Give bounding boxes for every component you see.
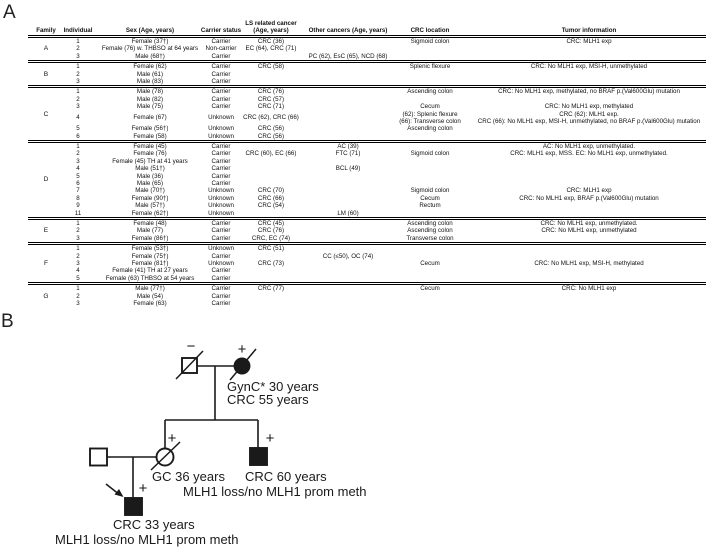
cell-individual: 2: [76, 150, 80, 158]
cell-individual: 1: [76, 63, 80, 71]
cell-carrier: Carrier: [211, 77, 231, 85]
cell-tumor: CRC: No MLH1 exp, MSI-H, methylated: [534, 259, 644, 267]
cell-individual: 3: [76, 299, 80, 307]
cell-sex: Female (45): [133, 143, 167, 151]
cell-location: Splenic flexure: [409, 63, 451, 71]
cell-ls: CRC (76): [257, 227, 285, 235]
cell-individual: 3: [76, 259, 80, 267]
family-label: E: [43, 227, 49, 235]
cell-tumor: CRC: No MLH1 exp, MSI-H, unmethylated: [530, 63, 648, 71]
cell-other: CC (≤50), OC (74): [322, 252, 374, 260]
cell-carrier: Unknown: [208, 187, 234, 195]
cell-line: CRC (66): No MLH1 exp, MSI-H, unmethylated, no BRAF p.(Val600Glu) mutation: [477, 117, 701, 125]
cell-sex: Male (51†): [135, 165, 165, 173]
cell-other: BCL (49): [335, 165, 361, 173]
cell-ls: CRC (77): [257, 285, 285, 293]
gen2-son-carrier-sign: +: [265, 430, 275, 447]
cell-sex: Female (90†): [131, 194, 169, 202]
cell-individual: 5: [76, 274, 80, 282]
cell-sex: Male (70†): [135, 187, 165, 195]
cell-ls: CRC (51): [257, 245, 285, 253]
column-header: CRC location: [410, 27, 450, 34]
cell-ls: CRC (71): [257, 103, 285, 111]
cell-sex: Female (48): [133, 220, 167, 227]
cell-carrier: Carrier: [211, 88, 231, 96]
cell-ls: CRC (36): [257, 38, 285, 45]
cell-sex: Male (65): [136, 180, 164, 188]
cell-sex: Male (68†): [135, 52, 165, 60]
cell-ls: CRC (56): [257, 132, 285, 140]
cell-sex: Male (61): [136, 70, 164, 78]
panel-b-label: B: [1, 311, 14, 332]
cell-sex: Female (86†): [131, 234, 169, 242]
panel-a-label: A: [3, 2, 16, 23]
proband-arrowhead-icon: [115, 489, 124, 497]
cell-individual: 8: [76, 194, 80, 202]
cell-carrier: Unknown: [208, 202, 234, 210]
column-header: Sex (Age, years): [125, 27, 175, 34]
cell-sex: Male (77†): [135, 285, 165, 293]
cell-ls: EC (64), CRC (71): [245, 45, 297, 53]
gen1-mother-label-line2: CRC 55 years: [227, 392, 309, 407]
cell-tumor: CRC: MLH1 exp: [566, 38, 612, 45]
gen2-son-square-affected: [250, 448, 267, 465]
proband-carrier-sign: +: [138, 480, 148, 497]
cell-individual: 1: [76, 285, 80, 293]
family-group: [28, 143, 706, 220]
pedigree-figure: [0, 335, 380, 549]
table-header-row: [28, 20, 706, 38]
cell-tumor: CRC: MLH1 exp, MSS. EC: No MLH1 exp, unmethylated.: [510, 150, 668, 158]
family-label: G: [43, 292, 49, 300]
cell-individual: 3: [76, 103, 80, 111]
cell-individual: 4: [76, 267, 80, 275]
cell-sex: Female (53†): [131, 245, 169, 253]
cell-location: Ascending colon: [407, 227, 453, 235]
cell-carrier: Carrier: [211, 150, 231, 158]
cell-individual: 1: [76, 88, 80, 96]
cell-individual: 3: [76, 157, 80, 165]
column-header: Carrier status: [200, 27, 242, 34]
family-group: [28, 285, 706, 307]
cell-other: LM (60): [337, 209, 359, 217]
cell-carrier: Carrier: [211, 103, 231, 111]
cell-sex: Female (81†): [131, 259, 169, 267]
proband-label-line2: MLH1 loss/no MLH1 prom meth: [55, 532, 239, 547]
cell-individual: 2: [76, 95, 80, 103]
cell-tumor: CRC: No MLH1 exp, unmethylated.: [540, 220, 638, 227]
cell-sex: Female (62†): [131, 209, 169, 217]
cell-carrier: Carrier: [211, 274, 231, 282]
cell-sex: Male (83): [136, 77, 164, 85]
cell-carrier: Carrier: [211, 165, 231, 173]
cell-line: (Age, years): [253, 27, 289, 34]
cell-ls: CRC, EC (74): [251, 234, 291, 242]
cell-individual: 1: [76, 143, 80, 151]
cell-individual: 2: [76, 292, 80, 300]
column-header: [234, 20, 308, 34]
column-header: Other cancers (Age, years): [308, 27, 388, 34]
cell-carrier: Non-carrier: [205, 45, 237, 53]
cell-carrier: Carrier: [211, 52, 231, 60]
gen2-daughter-label: GC 36 years: [152, 469, 225, 484]
cell-location: Sigmoid colon: [410, 38, 450, 45]
cell-tumor: CRC: MLH1 exp: [566, 187, 612, 195]
cell-carrier: Carrier: [211, 299, 231, 307]
cell-ls: CRC (66): [257, 194, 285, 202]
cell-location: Cecum: [420, 194, 440, 202]
cell-location: Ascending colon: [407, 125, 453, 133]
cell-sex: Female (67): [133, 114, 167, 122]
cell-tumor: CRC: No MLH1 exp: [561, 285, 617, 293]
family-group: [28, 88, 706, 143]
cell-other: PC (62), EsC (65), NCD (68): [308, 52, 388, 60]
cell-tumor: [472, 111, 706, 126]
cell-carrier: Unknown: [208, 245, 234, 253]
cell-location: Rectum: [419, 202, 441, 210]
cell-individual: 4: [76, 165, 80, 173]
family-group: [28, 38, 706, 63]
cell-sex: Female (37†): [131, 38, 169, 45]
cell-ls: CRC (73): [257, 259, 285, 267]
cell-other: AC (39): [337, 143, 359, 151]
cell-individual: 3: [76, 77, 80, 85]
cell-tumor: CRC: No MLH1 exp, methylated, no BRAF p.(Val600Glu) mutation: [498, 88, 680, 96]
cell-individual: 1: [76, 220, 80, 227]
column-header: Tumor information: [561, 27, 617, 34]
gen2-daughter-carrier-sign: +: [167, 430, 177, 447]
column-header: Individual: [63, 27, 93, 34]
cell-carrier: Carrier: [211, 63, 231, 71]
cell-individual: 1: [76, 245, 80, 253]
table-families: [28, 38, 706, 307]
cell-ls: CRC (76): [257, 88, 285, 96]
cell-ls: CRC (56): [257, 125, 285, 133]
cell-individual: 7: [76, 187, 80, 195]
cell-sex: Male (82): [136, 95, 164, 103]
cell-tumor: CRC: No MLH1 exp, unmethylated: [541, 227, 637, 235]
cell-tumor: AC: No MLH1 exp, unmethylated.: [542, 143, 636, 151]
family-label: B: [43, 70, 49, 78]
cell-location: Sigmoid colon: [410, 187, 450, 195]
cell-location: Ascending colon: [407, 220, 453, 227]
cell-location: Cecum: [420, 285, 440, 293]
cell-carrier: Carrier: [211, 180, 231, 188]
gen2-husband-square: [90, 449, 107, 466]
cell-carrier: Carrier: [211, 95, 231, 103]
family-label: F: [43, 259, 49, 267]
proband-label-line1: CRC 33 years: [113, 517, 195, 532]
cell-carrier: Carrier: [211, 227, 231, 235]
cell-sex: Female (76): [133, 150, 167, 158]
family-group: [28, 245, 706, 285]
family-group: [28, 63, 706, 88]
cell-individual: 9: [76, 202, 80, 210]
cell-carrier: Unknown: [208, 132, 234, 140]
cell-individual: 6: [76, 132, 80, 140]
cell-individual: 11: [74, 209, 82, 217]
cell-individual: 6: [76, 180, 80, 188]
cell-carrier: Carrier: [211, 143, 231, 151]
cell-carrier: Carrier: [211, 38, 231, 45]
cell-location: [388, 111, 472, 126]
cell-individual: 3: [76, 234, 80, 242]
cell-line: LS related cancer: [245, 20, 297, 27]
cell-carrier: Carrier: [211, 252, 231, 260]
cell-ls: CRC (62), CRC (66): [243, 114, 299, 122]
cell-carrier: Carrier: [211, 220, 231, 227]
cell-individual: 5: [76, 172, 80, 180]
cell-individual: 2: [76, 252, 80, 260]
cell-other: FTC (71): [335, 150, 361, 158]
cell-carrier: Carrier: [211, 234, 231, 242]
gen1-father-noncarrier-sign: −: [186, 338, 196, 355]
cell-ls: CRC (45): [257, 220, 285, 227]
cell-sex: Male (54): [136, 292, 164, 300]
gen2-son-label-line2: MLH1 loss/no MLH1 prom meth: [183, 484, 367, 499]
cell-sex: Male (57†): [135, 202, 165, 210]
proband-square-affected: [125, 498, 142, 515]
cell-carrier: Carrier: [211, 172, 231, 180]
cell-sex: Female (76) w. THBSO at 64 years: [101, 45, 199, 53]
cell-sex: Female (63) THBSO at 54 years: [105, 274, 195, 282]
gen1-father-deceased-slash: [176, 351, 203, 379]
gen1-mother-label-line1: GynC* 30 years: [227, 379, 319, 394]
cell-carrier: Unknown: [208, 194, 234, 202]
cell-sex: Female (56†): [131, 125, 169, 133]
cell-line: (62): Splenic flexure: [402, 110, 458, 118]
cell-individual: 1: [76, 38, 80, 45]
cell-sex: Female (62): [133, 63, 167, 71]
cell-tumor: CRC: No MLH1 exp, BRAF p.(Val600Glu) mutation: [519, 194, 659, 202]
cell-individual: 4: [76, 114, 80, 122]
cell-individual: 2: [76, 227, 80, 235]
cell-carrier: Carrier: [211, 70, 231, 78]
cell-sex: Female (45) TH at 41 years: [112, 157, 188, 165]
cell-sex: Male (36): [136, 172, 164, 180]
family-label: D: [43, 176, 49, 184]
lynch-table: [28, 20, 706, 307]
cell-ls: CRC (57): [257, 95, 285, 103]
gen1-mother-carrier-sign: +: [237, 341, 247, 358]
cell-ls: CRC (60), EC (66): [245, 150, 297, 158]
cell-ls: CRC (70): [257, 187, 285, 195]
cell-individual: 2: [76, 70, 80, 78]
cell-carrier: Carrier: [211, 157, 231, 165]
cell-individual: 3: [76, 52, 80, 60]
cell-carrier: Unknown: [208, 125, 234, 133]
cell-carrier: Carrier: [211, 292, 231, 300]
cell-carrier: Carrier: [211, 267, 231, 275]
cell-sex: Female (41) TH at 27 years: [112, 267, 188, 275]
cell-carrier: Carrier: [211, 285, 231, 293]
cell-carrier: Unknown: [208, 114, 234, 122]
cell-sex: Female (63): [133, 299, 167, 307]
family-group: [28, 220, 706, 245]
cell-line: (66): Transverse colon: [399, 117, 461, 125]
cell-individual: 2: [76, 45, 80, 53]
cell-sex: Male (75): [136, 103, 164, 111]
cell-tumor: CRC: No MLH1 exp, methylated: [544, 103, 634, 111]
family-label: A: [43, 45, 49, 53]
family-label: C: [43, 110, 49, 118]
cell-ls: CRC (58): [257, 63, 285, 71]
cell-sex: Male (77): [136, 227, 164, 235]
column-header: Family: [36, 27, 56, 34]
cell-location: Ascending colon: [407, 88, 453, 96]
cell-location: Sigmoid colon: [410, 150, 450, 158]
gen2-son-label-line1: CRC 60 years: [245, 469, 327, 484]
cell-location: Transverse colon: [406, 234, 454, 242]
cell-location: Cecum: [420, 103, 440, 111]
cell-carrier: Unknown: [208, 209, 234, 217]
cell-ls: CRC (54): [257, 202, 285, 210]
cell-line: CRC (62): MLH1 exp.: [559, 110, 619, 118]
cell-location: Cecum: [420, 259, 440, 267]
cell-individual: 5: [76, 125, 80, 133]
cell-sex: Male (78): [136, 88, 164, 96]
cell-sex: Female (58): [133, 132, 167, 140]
cell-carrier: Unknown: [208, 259, 234, 267]
cell-sex: Female (75†): [131, 252, 169, 260]
